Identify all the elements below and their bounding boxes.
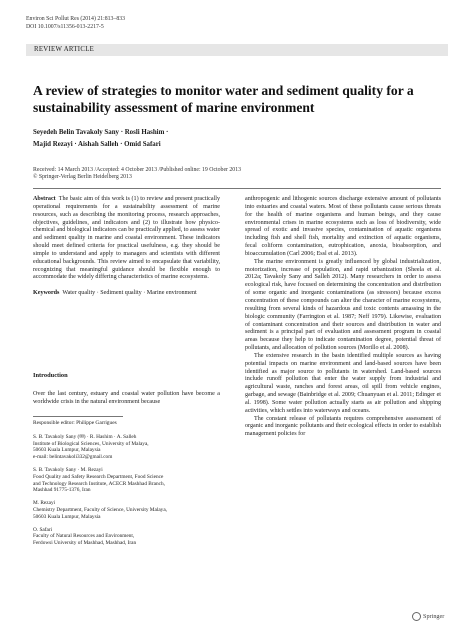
- body-paragraph-3: The extensive research in the basin identified multiple sources as having potential impacts on marine environment and land-based sources have been identified as major source to pollutants in watershed. Land-based sources include runoff pollution that enter the water supply from industrial and agricultural waste, ranches and forest areas, oil spill from vehicle engines, garbage, and sewage (Bainbridge et al. 2009; Chuanyuan et al. 2011; Edinger et al. 1998). Some water pollution actually starts as air pollution and shipping activities, which settles into waterways and oceans.: [245, 352, 441, 414]
- affiliation-line: 50603 Kuala Lumpur, Malaysia: [33, 513, 101, 520]
- copyright-line: © Springer-Verlag Berlin Heidelberg 2013: [33, 174, 132, 181]
- body-paragraph-4: The constant release of pollutants requires comprehensive assessment of organic and inorganic pollutants and their ecological effects in order to establish management policies for: [245, 415, 441, 438]
- keywords-label: Keywords: [33, 290, 60, 297]
- responsible-editor: Responsible editor: Philippe Garrigues: [33, 420, 117, 426]
- affiliation-4: [33, 527, 220, 547]
- introduction-heading: Introduction: [33, 372, 68, 379]
- abstract-text: The basic aim of this work is (1) to review and present practically operational requirements for a sustainability assessment of marine resources, such as describing the monitoring process, research approaches, objectives, guidelines, and indicators and (2) to illustrate how physico-chemical and biological indicators can be practically applied, to assess water and sediment quality in marine and coastal environment. These indicators should meet defined criteria for practical usefulness, e.g. they should be simple to understand and apply to managers and scientists with different educational backgrounds. This review aimed to encapsulate that variability, recognizing that meaningful guidance should be flexible enough to accommodate the widely differing characteristics of marine ecosystems.: [33, 196, 220, 281]
- body-paragraph-2: The marine environment is greatly influenced by global industrialization, motorization, increase of population, and rapid urbanization (Sheela et al. 2012a; Tavakoly Sany and Salleh 2012). Many researchers in order to assess ecological risk, have focused on determining the concentration and distribution of some organic and inorganic contaminations (as stressors) because excess concentration of these compounds can alter the character of marine ecosystems, resulting from several kinds of hazardous and toxic contents amassing in the biologic community (Farrington et al. 1987; Neff 1979). Likewise, evaluation of contaminant concentration and their sources and distribution in water and sediment is a principal part of evaluation and assessment program in coastal areas because they help to indicate contamination degree, potential threat of pollutants, and allocation of pollution sources (Morillo et al. 2008).: [245, 258, 441, 352]
- authors-line-2: Majid Rezayi · Aishah Salleh · Omid Safari: [33, 140, 161, 148]
- right-column: [245, 196, 441, 439]
- affiliation-line: Chemistry Department, Faculty of Science, University Malaya,: [33, 506, 168, 513]
- journal-doi: DOI 10.1007/s11356-013-2217-5: [26, 23, 104, 30]
- abstract: [33, 196, 220, 282]
- affiliation-line: Food Quality and Safety Research Department, Food Science: [33, 473, 164, 480]
- keywords-text: Water quality · Sediment quality · Marine environment: [62, 290, 197, 297]
- journal-header: [26, 16, 125, 31]
- body-paragraph-1: anthropogenic and lithogenic sources discharge extensive amount of pollutants into estuaries and coastal waters. Most of these pollutants cause serious threats for the health of marine organisms and human beings, and they cause environmental crises in marine ecosystems such as loss of biodiversity, wide spread of exotic and invasive species, contamination of aquatic organisms including fish and shell fish, mortality and extinction of aquatic organisms, fecal coliform contamination, eutrophication, anoxia, bioabsorption, and bioaccumulation (Carl 2006; Essl et al. 2013).: [245, 196, 441, 257]
- affiliation-line: and Technology Research Institute, ACECR Mashhad Branch,: [33, 480, 165, 487]
- journal-citation: Environ Sci Pollut Res (2014) 21:813–833: [26, 16, 126, 22]
- affiliation-line: Mashhad 91775-1376, Iran: [33, 487, 91, 494]
- article-title: A review of strategies to monitor water and sediment quality for a sustainability assessment of marine environment: [33, 83, 414, 115]
- authors-line-1: Seyedeh Belin Tavakoly Sany · Rosli Hashim ·: [33, 129, 169, 136]
- affiliation-line: Faculty of Natural Resources and Environment,: [33, 533, 135, 540]
- author-email-link[interactable]: e-mail: belintavakoli332@gmail.com: [33, 454, 113, 461]
- publication-dates: [33, 167, 443, 182]
- affiliation-line: M. Rezayi: [33, 500, 56, 507]
- abstract-label: Abstract: [33, 196, 56, 202]
- affiliation-line: O. Safari: [33, 526, 53, 533]
- affiliation-line: 50603 Kuala Lumpur, Malaysia: [33, 447, 101, 454]
- received-dates: Received: 14 March 2013 /Accepted: 4 October 2013 /Published online: 19 October 2013: [33, 167, 241, 173]
- affiliation-3: [33, 500, 220, 520]
- affiliation-1: [33, 434, 220, 461]
- affiliation-2: [33, 467, 220, 494]
- introduction-text: Over the last century, estuary and coastal water pollution have become a worldwide crisis in the natural environment because: [33, 390, 220, 405]
- affiliation-line: S. B. Tavakoly Sany (✉) · R. Hashim · A. Salleh: [33, 433, 137, 440]
- springer-logo-icon: [412, 612, 421, 621]
- author-list: [33, 127, 443, 150]
- affiliation-line: Institute of Biological Sciences, University of Malaya,: [33, 440, 149, 447]
- keywords: [33, 290, 220, 298]
- left-column: [33, 196, 220, 298]
- publisher-footer: [412, 612, 444, 621]
- article-type-banner: REVIEW ARTICLE: [26, 44, 448, 56]
- affiliations: [33, 420, 220, 553]
- affiliation-line: S. B. Tavakoly Sany · M. Rezayi: [33, 466, 103, 473]
- publisher-name: Springer: [423, 612, 445, 620]
- introduction-section: [33, 372, 220, 407]
- affiliation-divider: [33, 416, 123, 417]
- header-divider: [33, 188, 441, 189]
- affiliation-line: Ferdowsi University of Mashhad, Mashhad, Iran: [33, 540, 137, 547]
